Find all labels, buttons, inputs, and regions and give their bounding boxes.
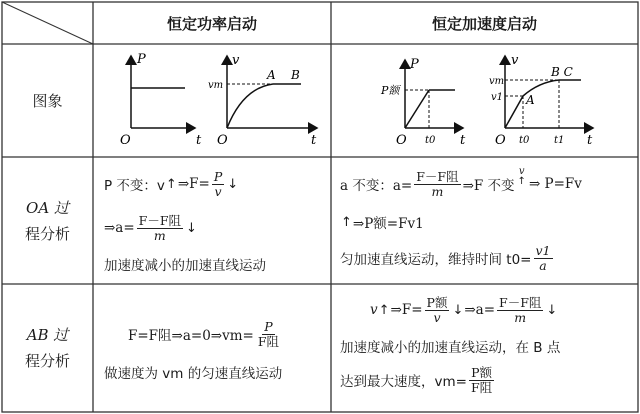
- row-header-graph-label: 图象: [32, 91, 63, 110]
- oa-power-l2-num: F－F阻: [138, 212, 182, 228]
- oa-accel-l2: ⇒P额=Fv1: [352, 216, 424, 232]
- row-header-oa: [2, 157, 93, 284]
- g3-label-t: t: [460, 133, 466, 148]
- g3-label-p: P: [410, 57, 419, 72]
- g4-label-v: v: [511, 53, 519, 68]
- header-constant-acceleration: 恒定加速度启动: [431, 14, 537, 33]
- ab-accel-l1-frac1: [425, 296, 450, 325]
- ab-accel-l3-frac: [469, 366, 494, 395]
- oa-power-l1-f: ⇒F=: [177, 176, 210, 192]
- graphs-panel: [93, 44, 638, 157]
- ab-accel-l1-frac2: [497, 296, 543, 325]
- oa-power-line1: [104, 166, 239, 202]
- ab-power-l1-num: P: [264, 318, 273, 334]
- g4-label-bc: B C: [551, 65, 573, 79]
- oa-accel-l1-den: m: [431, 183, 444, 199]
- oa-accel-l1-mid: ⇒F 不变: [462, 178, 515, 194]
- oa-accel-l3-num: v1: [535, 242, 551, 258]
- oa-accel-l3-den: a: [539, 257, 547, 273]
- ab-accel-l1-num2: F－F阻: [499, 294, 542, 310]
- ab-accel-l1-a: v: [370, 302, 378, 318]
- g4-label-t: t: [587, 133, 593, 148]
- oa-accel-l1-num: F－F阻: [416, 168, 459, 184]
- oa-power-l1-num: P: [213, 168, 223, 184]
- g4-label-t1: t1: [554, 135, 565, 146]
- g4-label-a: A: [526, 93, 535, 107]
- oa-power-l2-a: ⇒a=: [104, 220, 135, 236]
- oa-accel-l1-a: a 不变：a=: [340, 178, 413, 194]
- oa-power-l1-prefix: P 不变：v: [104, 178, 165, 194]
- row-header-ab-line1: AB 过: [26, 326, 69, 344]
- g2-label-o: O: [217, 133, 228, 148]
- down-arrow-icon: ↓: [186, 220, 197, 236]
- g2-label-t: t: [311, 133, 317, 148]
- ab-power-l1-frac: [256, 320, 281, 349]
- oa-accel-l3-text: 匀加速直线运动，维持时间 t0=: [340, 252, 532, 268]
- ab-accel-line1: [370, 292, 558, 328]
- oa-power-l1-den: v: [214, 183, 222, 199]
- oa-power-l2-frac: [137, 214, 183, 243]
- g2-label-v: v: [232, 53, 240, 68]
- ab-accel-l1-c: ⇒a=: [464, 302, 496, 318]
- g4-label-vm: vm: [489, 76, 505, 87]
- oa-power-l2-den: m: [153, 227, 166, 243]
- ab-accel-l1-b: ⇒F=: [390, 302, 423, 318]
- up-arrow-icon: ↑: [517, 176, 526, 187]
- down-arrow-icon: ↓: [227, 176, 239, 192]
- g2-label-a: A: [267, 68, 276, 82]
- ab-power-line1: [128, 316, 283, 352]
- oa-accel-v-up: [517, 167, 527, 187]
- ab-accel-l3-num: P额: [471, 364, 492, 380]
- oa-power-l1-frac: [212, 170, 224, 199]
- header-constant-power: 恒定功率启动: [166, 14, 257, 33]
- oa-accel-line2: [340, 210, 424, 234]
- oa-power-line3: 加速度减小的加速直线运动: [104, 258, 266, 274]
- oa-accel-l1-frac: [414, 170, 460, 199]
- ab-power-l1-den: F阻: [257, 333, 280, 349]
- up-arrow-icon: ↑: [165, 176, 177, 192]
- row-header-ab-line2: 程分析: [24, 352, 70, 370]
- down-arrow-icon: ↓: [452, 302, 464, 318]
- oa-accel-line1: [340, 166, 582, 202]
- g4-label-v1: v1: [491, 92, 504, 103]
- ab-accel-l1-den2: m: [514, 309, 527, 325]
- row-header-oa-line1: OA 过: [26, 198, 69, 217]
- ab-accel-line2: 加速度减小的加速直线运动，在 B 点: [340, 340, 561, 356]
- ab-accel-l3-a: 达到最大速度，vm=: [340, 374, 467, 390]
- oa-accel-l1-v: v: [518, 166, 525, 177]
- g3-label-pe: P额: [381, 84, 400, 97]
- g4-label-t0: t0: [519, 135, 530, 146]
- g1-label-t: t: [196, 133, 202, 148]
- g3-label-t0: t0: [425, 135, 436, 146]
- ab-power-line2: 做速度为 vm 的匀速直线运动: [104, 366, 283, 382]
- ab-accel-l1-den1: v: [433, 309, 441, 325]
- oa-accel-line3: [340, 240, 555, 276]
- g2-label-vm: vm: [208, 80, 224, 91]
- g4-label-o: O: [495, 133, 506, 148]
- row-header-ab: [2, 284, 93, 412]
- g2-label-b: B: [291, 68, 300, 82]
- g3-label-o: O: [396, 133, 407, 148]
- row-header-oa-line2: 程分析: [24, 224, 70, 243]
- ab-accel-line3: [340, 362, 496, 398]
- up-arrow-icon: ↑: [378, 302, 390, 318]
- oa-accel-l3-frac: [534, 244, 553, 273]
- graph-velocity-constant-power: [227, 56, 317, 128]
- ab-accel-l3-den: F阻: [470, 379, 493, 395]
- down-arrow-icon: ↓: [546, 302, 558, 318]
- ab-power-l1-a: F=F阻⇒a=0⇒vm=: [128, 328, 254, 344]
- g1-label-p: P: [137, 52, 146, 67]
- g1-label-o: O: [120, 133, 131, 148]
- oa-accel-l1-end: ⇒ P=Fv: [528, 176, 582, 192]
- row-header-graph: [2, 44, 93, 157]
- up-arrow-icon: ↑: [341, 214, 352, 230]
- oa-power-line2: [104, 210, 198, 246]
- ab-accel-l1-num1: P额: [426, 294, 448, 310]
